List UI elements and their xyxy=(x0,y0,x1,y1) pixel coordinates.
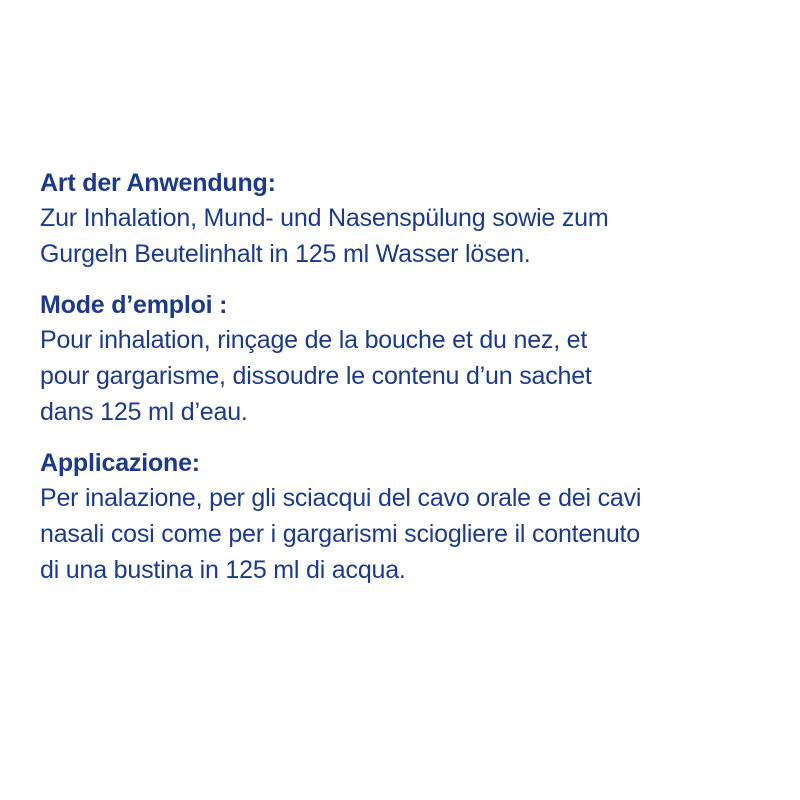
usage-instructions xyxy=(40,166,780,604)
text-line: di una bustina in 125 ml di acqua. xyxy=(40,556,406,584)
heading-german: Art der Anwendung: xyxy=(40,169,276,197)
text-line: Gurgeln Beutelinhalt in 125 ml Wasser lösen. xyxy=(40,240,531,268)
heading-italian: Applicazione: xyxy=(40,449,200,477)
section-german xyxy=(40,166,780,272)
section-italian xyxy=(40,446,780,588)
text-line: pour gargarisme, dissoudre le contenu d’un sachet xyxy=(40,362,592,390)
text-line: Zur Inhalation, Mund- und Nasenspülung sowie zum xyxy=(40,204,609,232)
text-line: Per inalazione, per gli sciacqui del cavo orale e dei cavi xyxy=(40,484,642,512)
heading-french: Mode d’emploi : xyxy=(40,291,228,319)
text-line: nasali cosi come per i gargarismi sciogliere il contenuto xyxy=(40,520,640,548)
text-line: Pour inhalation, rinçage de la bouche et du nez, et xyxy=(40,326,588,354)
section-french xyxy=(40,288,780,430)
text-line: dans 125 ml d’eau. xyxy=(40,398,248,426)
